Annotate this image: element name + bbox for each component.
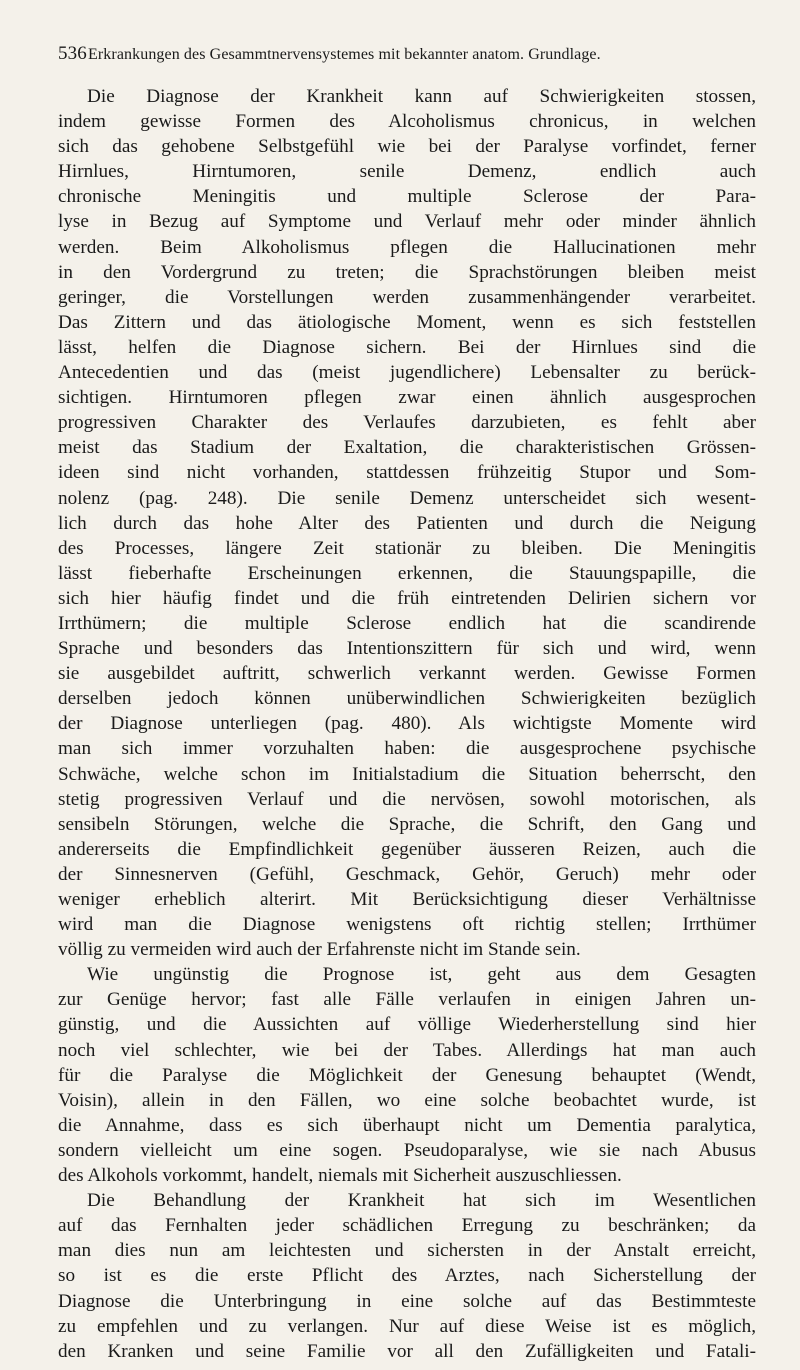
text-line: für die Paralyse die Möglichkeit der Genesung behauptet (Wendt, <box>58 1064 756 1086</box>
text-line: auf das Fernhalten jeder schädlichen Erregung zu beschränken; da <box>58 1215 756 1237</box>
text-line: indem gewisse Formen des Alcoholismus chronicus, in welchen <box>58 111 756 133</box>
text-line: der Diagnose unterliegen (pag. 480). Als wichtigste Momente wird <box>58 713 756 735</box>
text-line: sichtigen. Hirntumoren pflegen zwar einen ähnlich ausgesprochen <box>58 387 756 409</box>
text-line: noch viel schlechter, wie bei der Tabes. Allerdings hat man auch <box>58 1039 756 1061</box>
text-line: lich durch das hohe Alter des Patienten und durch die Neigung <box>58 512 756 534</box>
text-line: günstig, und die Aussichten auf völlige Wiederherstellung sind hier <box>58 1014 756 1036</box>
text-line: den Kranken und seine Familie vor all den Zufälligkeiten und Fatali- <box>58 1340 756 1362</box>
text-line: Hirnlues, Hirntumoren, senile Demenz, endlich auch <box>58 161 756 183</box>
text-line: Voisin), allein in den Fällen, wo eine solche beobachtet wurde, ist <box>58 1089 756 1111</box>
text-line: werden. Beim Alkoholismus pflegen die Hallucinationen mehr <box>58 236 756 258</box>
text-line: meist das Stadium der Exaltation, die charakteristischen Grössen- <box>58 437 756 459</box>
text-line: des Alkohols vorkommt, handelt, niemals mit Sicherheit auszuschliessen. <box>58 1165 622 1187</box>
text-line: Das Zittern und das ätiologische Moment, wenn es sich feststellen <box>58 311 756 333</box>
text-line: weniger erheblich alterirt. Mit Berücksichtigung dieser Verhältnisse <box>58 889 756 910</box>
text-line: derselben jedoch können unüberwindlichen Schwierigkeiten bezüglich <box>58 688 756 710</box>
text-line: so ist es die erste Pflicht des Arztes, nach Sicherstellung der <box>58 1265 756 1287</box>
text-line: chronische Meningitis und multiple Sclerose der Para- <box>58 186 756 208</box>
text-line: die Annahme, dass es sich überhaupt nicht um Dementia paralytica, <box>58 1114 756 1136</box>
text-line: wird man die Diagnose wenigstens oft richtig stellen; Irrthümer <box>58 914 756 936</box>
text-line: zur Genüge hervor; fast alle Fälle verlaufen in einigen Jahren un- <box>58 989 756 1011</box>
text-line: progressiven Charakter des Verlaufes darzubieten, es fehlt aber <box>58 412 756 434</box>
book-page <box>58 44 756 1364</box>
body-text <box>58 84 756 1364</box>
text-line: sondern vielleicht um eine sogen. Pseudoparalyse, wie sie nach Abusus <box>58 1139 756 1161</box>
text-line: des Processes, längere Zeit stationär zu bleiben. Die Meningitis <box>58 537 756 559</box>
text-line: geringer, die Vorstellungen werden zusammenhängender verarbeitet. <box>58 286 756 308</box>
text-line: man dies nun am leichtesten und sichersten in der Anstalt erreicht, <box>58 1240 756 1262</box>
text-line: nolenz (pag. 248). Die senile Demenz unterscheidet sich wesent- <box>58 487 756 509</box>
text-line: sich das gehobene Selbstgefühl wie bei der Paralyse vorfindet, ferner <box>58 136 756 158</box>
text-line: Antecedentien und das (meist jugendlichere) Lebensalter zu berück- <box>58 362 756 384</box>
text-line: sich hier häufig findet und die früh eintretenden Delirien sichern vor <box>58 587 756 609</box>
text-line: Die Diagnose der Krankheit kann auf Schwierigkeiten stossen, <box>87 86 756 107</box>
text-line: Die Behandlung der Krankheit hat sich im Wesentlichen <box>87 1190 756 1212</box>
text-line: Sprache und besonders das Intentionszittern für sich und wird, wenn <box>58 638 756 660</box>
text-line: Wie ungünstig die Prognose ist, geht aus dem Gesagten <box>87 964 756 986</box>
text-line: lässt, helfen die Diagnose sichern. Bei der Hirnlues sind die <box>58 336 756 358</box>
text-line: man sich immer vorzuhalten haben: die ausgesprochene psychische <box>58 738 756 760</box>
text-line: ideen sind nicht vorhanden, stattdessen frühzeitig Stupor und Som- <box>58 462 756 484</box>
running-header <box>58 44 756 74</box>
text-line: lyse in Bezug auf Symptome und Verlauf mehr oder minder ähnlich <box>58 211 756 233</box>
text-line: sensibeln Störungen, welche die Sprache, die Schrift, den Gang und <box>58 813 756 835</box>
text-line: Schwäche, welche schon im Initialstadium die Situation beherrscht, den <box>58 763 756 785</box>
text-line: Irrthümern; die multiple Sclerose endlich hat die scandirende <box>58 612 756 634</box>
text-line: Diagnose die Unterbringung in eine solche auf das Bestimmteste <box>58 1290 756 1312</box>
text-line: in den Vordergrund zu treten; die Sprachstörungen bleiben meist <box>58 261 756 283</box>
text-line: stetig progressiven Verlauf und die nervösen, sowohl motorischen, als <box>58 788 756 810</box>
text-line: zu empfehlen und zu verlangen. Nur auf diese Weise ist es möglich, <box>58 1315 756 1337</box>
text-line: sie ausgebildet auftritt, schwerlich verkannt werden. Gewisse Formen <box>58 663 756 685</box>
text-line: der Sinnesnerven (Gefühl, Geschmack, Gehör, Geruch) mehr oder <box>58 863 756 885</box>
running-title: Erkrankungen des Gesammtnervensystemes mit bekannter anatom. Grundlage. <box>88 46 601 63</box>
page-number: 536 <box>58 43 87 64</box>
text-line: andererseits die Empfindlichkeit gegenüber äusseren Reizen, auch die <box>58 838 756 860</box>
text-line: lässt fieberhafte Erscheinungen erkennen, die Stauungspapille, die <box>58 562 756 584</box>
text-line: völlig zu vermeiden wird auch der Erfahrenste nicht im Stande sein. <box>58 939 581 961</box>
